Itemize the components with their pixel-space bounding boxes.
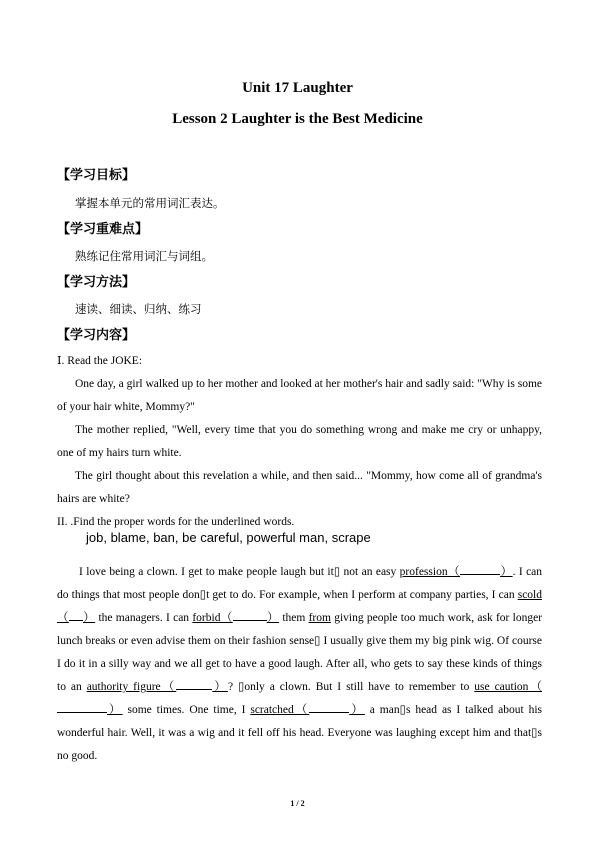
underlined-word-use-caution: use caution (474, 681, 529, 693)
underlined-word-from: from (308, 612, 331, 624)
key-points-text: 熟练记住常用词汇与词组。 (75, 249, 213, 263)
missing-glyph: ▯ (333, 566, 341, 578)
joke-paragraph-2: The mother replied, "Well, every time that you do something wrong and make me cry or unhappy, one of my hairs turn white. (57, 424, 542, 459)
lesson-title: Lesson 2 Laughter is the Best Medicine (172, 111, 423, 127)
clown-passage (57, 561, 542, 768)
answer-blank-3[interactable] (233, 607, 267, 621)
joke-section (57, 350, 542, 534)
clown-paragraph: I love being a clown. I get to make people laugh but it▯ not an easy profession（ ）. I can do things that most people don▯t get to do. For example, when I perform at company parties, I can scold（ ） the managers. I can forbid（ ） them from giving people too much work, ask for longer lunch breaks or even advise them on their fashion sense▯ I usually give them my big pink wig. Of course I do it in a silly way and we all get to have a good laugh. After all, who gets to say these kinds of things to an authority figure（ ）? ▯only a clown. But I still have to remember to use caution（） some times. One time, I scratched（ ） a man▯s head as I talked about his wonderful hair. Well, it was a wig and it fell off his head. Everyone was laughing except him and that▯s no good. (57, 561, 542, 768)
joke-heading: Ⅰ. Read the JOKE: (57, 355, 143, 367)
joke-paragraph-1: One day, a girl walked up to her mother and looked at her mother's hair and sadly said: "Why is some of your hair white, Mommy?" (57, 378, 542, 413)
goal-text: 掌握本单元的常用词汇表达。 (75, 196, 225, 210)
goal-header: 【学习目标】 (57, 168, 136, 183)
underlined-word-scold: scold (517, 589, 542, 601)
answer-blank-2[interactable] (69, 607, 83, 621)
method-text: 速读、细读、归纳、练习 (75, 302, 202, 316)
underlined-word-scratched: scratched (250, 704, 294, 716)
joke-paragraph-3: The girl thought about this revelation a while, and then said... "Mommy, how come all of grandma's hairs are white? (57, 470, 542, 505)
method-header: 【学习方法】 (57, 275, 136, 290)
underlined-word-forbid: forbid (192, 612, 221, 624)
answer-blank-6[interactable] (309, 699, 349, 713)
answer-blank-1[interactable] (460, 561, 500, 575)
page-number: 1 / 2 (290, 799, 305, 808)
exercise-heading: II. .Find the proper words for the underlined words. (57, 516, 295, 528)
answer-blank-4[interactable] (176, 676, 212, 690)
underlined-word-authority-figure: authority figure (86, 681, 161, 693)
key-points-header: 【学习重难点】 (57, 222, 149, 237)
answer-blank-5[interactable] (57, 699, 107, 713)
underlined-word-profession: profession (399, 566, 448, 578)
word-bank: job, blame, ban, be careful, powerful man, scrape (86, 530, 371, 545)
content-header: 【学习内容】 (57, 328, 136, 343)
unit-title: Unit 17 Laughter (242, 80, 353, 96)
